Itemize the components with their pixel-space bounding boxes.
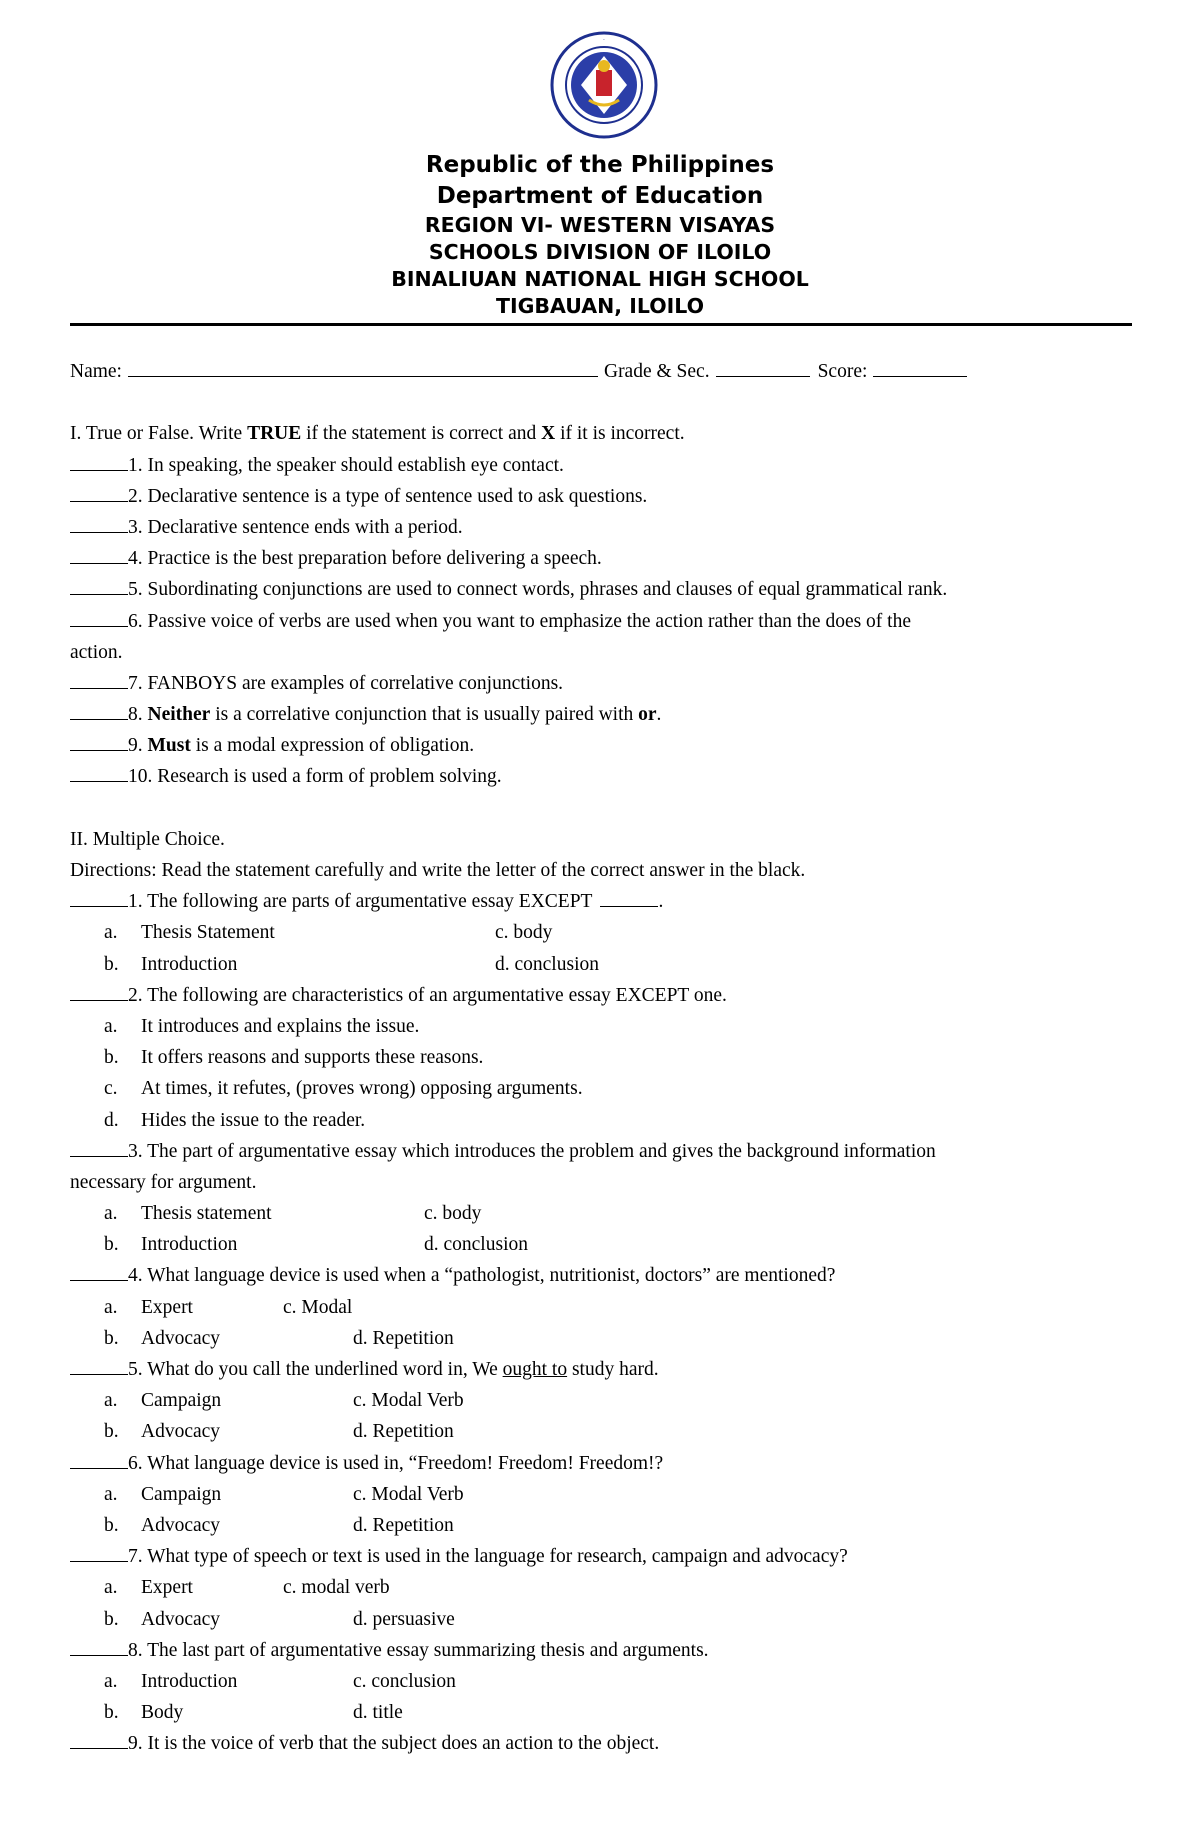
mc-options-row bbox=[70, 1229, 1150, 1260]
item-text: 5. Subordinating conjunctions are used to connect words, phrases and clauses of equal grammatical rank. bbox=[128, 579, 948, 601]
option-text: Hides the issue to the reader. bbox=[141, 1109, 366, 1131]
question-text: 1. The following are parts of argumentative essay EXCEPT bbox=[128, 891, 593, 913]
mc-question-8 bbox=[70, 1635, 1150, 1666]
tf-item-3 bbox=[70, 512, 1150, 543]
option-text: Expert bbox=[141, 1296, 193, 1318]
tf-item-6 bbox=[70, 606, 1150, 637]
option-letter: d. bbox=[104, 1109, 119, 1131]
mc-options-row bbox=[70, 1572, 1150, 1603]
item-text: 3. Declarative sentence ends with a period. bbox=[128, 516, 463, 538]
option-text: d. conclusion bbox=[495, 953, 599, 975]
option-text: c. Modal Verb bbox=[353, 1390, 464, 1412]
mc-options-row bbox=[70, 1292, 1150, 1323]
answer-blank[interactable] bbox=[70, 451, 128, 471]
option-text: c. modal verb bbox=[283, 1577, 390, 1599]
option-text: Body bbox=[141, 1702, 184, 1724]
header-republic: Republic of the Philippines bbox=[425, 152, 775, 178]
option-text: Expert bbox=[141, 1577, 193, 1599]
item-text: . bbox=[656, 704, 662, 726]
name-field[interactable] bbox=[128, 357, 598, 377]
question-text: 7. What type of speech or text is used in the language for research, campaign and advocacy? bbox=[128, 1546, 848, 1568]
option-text: Advocacy bbox=[141, 1421, 221, 1443]
mc-options-row bbox=[70, 1323, 1150, 1354]
answer-blank[interactable] bbox=[70, 544, 128, 564]
mc-question-5 bbox=[70, 1354, 1150, 1385]
answer-blank[interactable] bbox=[70, 1449, 128, 1469]
option-letter: b. bbox=[104, 1327, 119, 1349]
answer-blank[interactable] bbox=[70, 669, 128, 689]
header-division: SCHOOLS DIVISION OF ILOILO bbox=[428, 240, 772, 264]
option-letter: a. bbox=[104, 1203, 118, 1225]
mc-question-7 bbox=[70, 1541, 1150, 1572]
option-letter: b. bbox=[104, 1514, 119, 1536]
spacer bbox=[70, 793, 1150, 824]
answer-blank[interactable] bbox=[70, 607, 128, 627]
option-letter: a. bbox=[104, 1577, 118, 1599]
question-text: . bbox=[658, 891, 664, 913]
instr-text: if it is incorrect. bbox=[555, 423, 685, 445]
question-text: study hard. bbox=[567, 1359, 659, 1380]
option-text: It offers reasons and supports these reasons. bbox=[141, 1047, 484, 1069]
svg-text:·: · bbox=[603, 37, 605, 44]
item-text: 4. Practice is the best preparation before delivering a speech. bbox=[128, 548, 602, 570]
header-divider bbox=[70, 323, 1132, 326]
option-text: c. Modal Verb bbox=[353, 1483, 464, 1505]
item-text: 6. Passive voice of verbs are used when you want to emphasize the action rather than the does of the bbox=[128, 610, 911, 632]
answer-blank[interactable] bbox=[70, 762, 128, 782]
option-text: It introduces and explains the issue. bbox=[141, 1015, 420, 1037]
answer-blank[interactable] bbox=[70, 1261, 128, 1281]
instr-x-word: X bbox=[541, 423, 556, 445]
test-body bbox=[70, 356, 1150, 1759]
question-text: 2. The following are characteristics of an argumentative essay EXCEPT one. bbox=[128, 984, 727, 1006]
header-school: BINALIUAN NATIONAL HIGH SCHOOL bbox=[391, 267, 809, 291]
mc-options-row bbox=[70, 1666, 1150, 1697]
spacer bbox=[70, 387, 1150, 418]
option-text: Advocacy bbox=[141, 1327, 221, 1349]
header-region: REGION VI- WESTERN VISAYAS bbox=[424, 213, 776, 237]
option-text: Thesis statement bbox=[141, 1203, 272, 1225]
answer-blank[interactable] bbox=[70, 1636, 128, 1656]
part2-directions: Directions: Read the statement carefully and write the letter of the correct answer in the black. bbox=[70, 860, 806, 881]
answer-blank[interactable] bbox=[70, 1355, 128, 1375]
mc-options-row bbox=[70, 1604, 1150, 1635]
grade-label: Grade & Sec. bbox=[603, 361, 710, 382]
option-text: Advocacy bbox=[141, 1608, 221, 1630]
option-text: c. body bbox=[495, 922, 553, 944]
item-text: 9. bbox=[128, 735, 148, 757]
option-text: Campaign bbox=[141, 1390, 222, 1412]
option-letter: b. bbox=[104, 1234, 119, 1256]
answer-blank[interactable] bbox=[70, 981, 128, 1001]
mc-question-6 bbox=[70, 1448, 1150, 1479]
item-bold: Neither bbox=[147, 704, 211, 726]
option-letter: b. bbox=[104, 1608, 119, 1630]
item-text: 8. bbox=[128, 704, 148, 726]
option-text: Introduction bbox=[141, 1234, 238, 1256]
tf-item-6-cont bbox=[70, 637, 1150, 668]
tf-item-9 bbox=[70, 730, 1150, 761]
mc-option bbox=[70, 1011, 1150, 1042]
question-text: 8. The last part of argumentative essay summarizing thesis and arguments. bbox=[128, 1639, 709, 1661]
student-info-row bbox=[70, 356, 1150, 387]
item-text: is a modal expression of obligation. bbox=[190, 735, 475, 757]
item-text: 1. In speaking, the speaker should establish eye contact. bbox=[128, 454, 564, 476]
option-letter: c. bbox=[104, 1078, 118, 1100]
mc-question-3-cont: necessary for argument. bbox=[70, 1171, 257, 1193]
item-text: 7. FANBOYS are examples of correlative conjunctions. bbox=[128, 672, 564, 694]
option-text: Introduction bbox=[141, 953, 238, 975]
mc-options-row bbox=[70, 949, 1150, 980]
option-text: d. Repetition bbox=[353, 1421, 454, 1443]
instr-text: if the statement is correct and bbox=[301, 423, 542, 445]
header-department: Department of Education bbox=[436, 183, 764, 209]
tf-item-2 bbox=[70, 481, 1150, 512]
mc-question-3 bbox=[70, 1136, 1150, 1167]
header-address: TIGBAUAN, ILOILO bbox=[495, 294, 705, 318]
tf-item-5 bbox=[70, 574, 1150, 605]
item-bold: or bbox=[638, 704, 657, 726]
mc-options-row bbox=[70, 1198, 1150, 1229]
answer-blank[interactable] bbox=[70, 700, 128, 720]
answer-blank[interactable] bbox=[70, 1137, 128, 1157]
item-bold: Must bbox=[147, 735, 191, 757]
mc-option bbox=[70, 1042, 1150, 1073]
option-text: c. conclusion bbox=[353, 1670, 456, 1692]
tf-item-8 bbox=[70, 699, 1150, 730]
tf-item-4 bbox=[70, 543, 1150, 574]
question-text: 4. What language device is used when a “pathologist, nutritionist, doctors” are mentioned? bbox=[128, 1265, 836, 1287]
answer-blank[interactable] bbox=[70, 887, 128, 907]
option-letter: a. bbox=[104, 922, 118, 944]
item-text: 2. Declarative sentence is a type of sentence used to ask questions. bbox=[128, 485, 648, 507]
grade-field[interactable] bbox=[716, 357, 810, 377]
score-field[interactable] bbox=[873, 357, 967, 377]
option-letter: b. bbox=[104, 1421, 119, 1443]
option-text: At times, it refutes, (proves wrong) opposing arguments. bbox=[141, 1078, 583, 1100]
mc-options-row bbox=[70, 917, 1150, 948]
mc-options-row bbox=[70, 1416, 1150, 1447]
answer-blank[interactable] bbox=[70, 575, 128, 595]
option-letter: a. bbox=[104, 1015, 118, 1037]
answer-blank[interactable] bbox=[70, 513, 128, 533]
option-letter: b. bbox=[104, 1702, 119, 1724]
question-text: 6. What language device is used in, “Freedom! Freedom! Freedom!? bbox=[128, 1452, 664, 1474]
option-text: Campaign bbox=[141, 1483, 222, 1505]
instr-text: I. True or False. Write bbox=[70, 423, 248, 445]
mc-question-9 bbox=[70, 1728, 1150, 1759]
tf-item-10 bbox=[70, 761, 1150, 792]
mc-question-2 bbox=[70, 980, 1150, 1011]
option-text: d. conclusion bbox=[424, 1234, 528, 1256]
score-label: Score: bbox=[817, 361, 868, 382]
deped-seal-logo bbox=[549, 30, 659, 140]
option-letter: b. bbox=[104, 953, 119, 975]
document-header bbox=[0, 150, 1200, 320]
mc-options-row bbox=[70, 1385, 1150, 1416]
question-text: 3. The part of argumentative essay which introduces the problem and gives the background information bbox=[128, 1140, 936, 1162]
question-text: 5. What do you call the underlined word in, We bbox=[128, 1359, 503, 1380]
option-letter: b. bbox=[104, 1047, 119, 1069]
option-letter: a. bbox=[104, 1390, 118, 1412]
mc-options-row bbox=[70, 1479, 1150, 1510]
answer-blank[interactable] bbox=[70, 731, 128, 751]
item-text: action. bbox=[70, 641, 123, 663]
instr-true-word: TRUE bbox=[247, 423, 302, 445]
mc-option bbox=[70, 1073, 1150, 1104]
option-text: d. Repetition bbox=[353, 1514, 454, 1536]
mc-options-row bbox=[70, 1697, 1150, 1728]
option-letter: a. bbox=[104, 1670, 118, 1692]
inline-blank bbox=[600, 887, 658, 907]
item-text: is a correlative conjunction that is usually paired with bbox=[210, 704, 639, 726]
option-text: d. persuasive bbox=[353, 1608, 455, 1630]
underlined-word: ought to bbox=[502, 1359, 568, 1380]
answer-blank[interactable] bbox=[70, 1542, 128, 1562]
tf-item-1 bbox=[70, 450, 1150, 481]
tf-item-7 bbox=[70, 668, 1150, 699]
item-text: 10. Research is used a form of problem solving. bbox=[128, 766, 502, 788]
option-letter: a. bbox=[104, 1296, 118, 1318]
option-text: d. title bbox=[353, 1702, 403, 1724]
mc-question-4 bbox=[70, 1260, 1150, 1291]
option-text: c. Modal bbox=[283, 1296, 353, 1318]
option-letter: a. bbox=[104, 1483, 118, 1505]
mc-question-1 bbox=[70, 886, 1150, 917]
option-text: Advocacy bbox=[141, 1514, 221, 1536]
mc-option bbox=[70, 1105, 1150, 1136]
option-text: c. body bbox=[424, 1203, 482, 1225]
option-text: Introduction bbox=[141, 1670, 238, 1692]
name-label: Name: bbox=[70, 361, 122, 382]
answer-blank[interactable] bbox=[70, 1729, 128, 1749]
question-text: 9. It is the voice of verb that the subject does an action to the object. bbox=[128, 1733, 660, 1755]
answer-blank[interactable] bbox=[70, 482, 128, 502]
option-text: d. Repetition bbox=[353, 1327, 454, 1349]
mc-options-row bbox=[70, 1510, 1150, 1541]
option-text: Thesis Statement bbox=[141, 922, 275, 944]
part2-title: II. Multiple Choice. bbox=[70, 828, 225, 850]
part1-instructions bbox=[70, 418, 1150, 449]
